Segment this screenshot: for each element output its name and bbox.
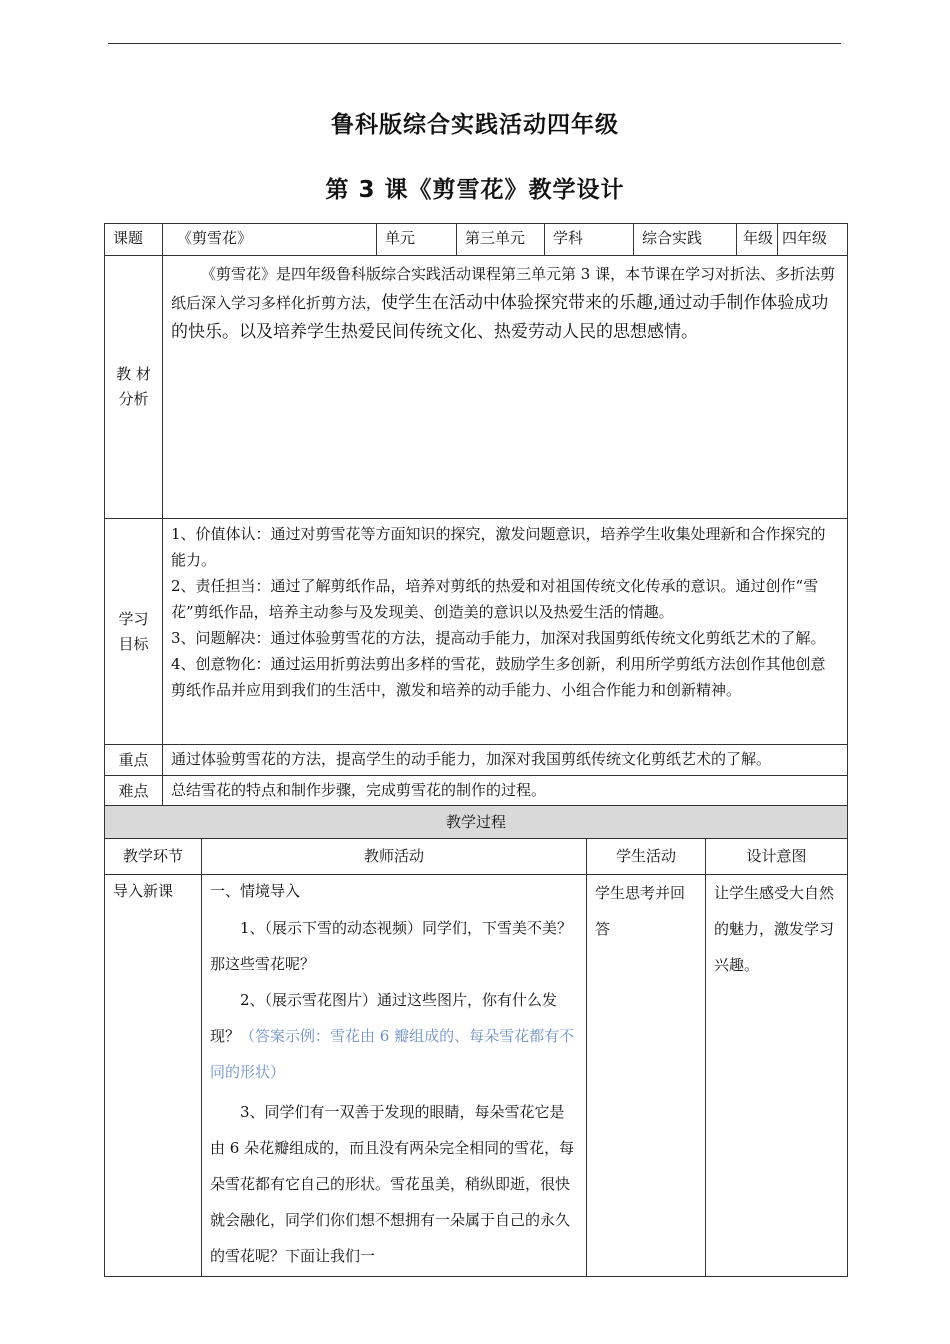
key-text: 通过体验剪雪花的方法，提高学生的动手能力，加深对我国剪纸传统文化剪纸艺术的了解。 (163, 745, 848, 776)
unit-value: 第三单元 (457, 224, 545, 256)
col-student: 学生活动 (587, 839, 706, 875)
teacher-step-2-text: 2、（展示雪花图片）通过这些图片，你有什么发现？ (210, 991, 558, 1045)
difficult-text: 总结雪花的特点和制作步骤，完成剪雪花的制作的过程。 (163, 776, 848, 807)
difficult-label: 难点 (105, 776, 163, 807)
col-intent: 设计意图 (706, 839, 848, 875)
key-row (105, 745, 848, 776)
stage-cell: 导入新课 (105, 875, 202, 1277)
doc-subtitle: 第 3 课《剪雪花》教学设计 (325, 177, 625, 203)
teacher-cell (202, 875, 587, 1277)
grade-label: 年级 (737, 224, 778, 256)
analysis-row (105, 256, 848, 519)
lesson-info-table (104, 223, 848, 807)
goal-item: 3、问题解决：通过体验剪雪花的方法，提高动手能力，加深对我国剪纸传统文化剪纸艺术的了解。 (171, 629, 826, 647)
teaching-process-table (104, 805, 848, 1277)
student-cell: 学生思考并回答 (587, 875, 706, 1277)
analysis-text-2: 使学生在活动中体验探究带来的乐趣,通过动手制作体验成功的快乐。以及培养学生热爱民间传统文化、热爱劳动人民的思想感情。 (171, 293, 829, 342)
subject-value: 综合实践 (634, 224, 737, 256)
doc-title: 鲁科版综合实践活动四年级 (331, 112, 619, 138)
teacher-step-2 (210, 982, 578, 1090)
difficult-row (105, 776, 848, 807)
goal-item: 4、创意物化：通过运用折剪法剪出多样的雪花，鼓励学生多创新，利用所学剪纸方法创作其他创意剪纸作品并应用到我们的生活中，激发和培养的动手能力、小组合作能力和创新精神。 (171, 655, 826, 699)
goal-item: 2、责任担当：通过了解剪纸作品，培养对剪纸的热爱和对祖国传统文化传承的意识。通过创作“雪花”剪纸作品，培养主动参与及发现美、创造美的意识以及热爱生活的情趣。 (171, 577, 819, 621)
teacher-title: 一、情境导入 (210, 882, 301, 900)
goal-item: 1、价值体认：通过对剪雪花等方面知识的探究，激发问题意识，培养学生收集处理新和合作探究的能力。 (171, 525, 826, 569)
header-rule (108, 43, 841, 44)
process-header-row (105, 806, 848, 839)
analysis-cell (163, 256, 848, 519)
process-columns-row (105, 839, 848, 875)
process-row (105, 875, 848, 1277)
unit-label: 单元 (377, 224, 457, 256)
goals-label: 学习 目标 (105, 519, 163, 745)
analysis-text-1: 《剪雪花》是四年级鲁科版综合实践活动课程第三单元第 3 课，本节课在学习对折法、多折法剪纸后深入学习多样化折剪方法， (171, 265, 836, 312)
key-label: 重点 (105, 745, 163, 776)
answer-example: （答案示例：雪花由 6 瓣组成的、每朵雪花都有不同的形状） (210, 1027, 575, 1081)
topic-row (105, 224, 848, 256)
teacher-step-3: 3、同学们有一双善于发现的眼睛，每朵雪花它是由 6 朵花瓣组成的，而且没有两朵完全相同的雪花，每朵雪花都有它自己的形状。雪花虽美，稍纵即逝，很快就会融化，同学们你们想不想拥有一朵属于自己的永久的雪花呢？下面让我们一 (210, 1103, 575, 1265)
grade-value: 四年级 (778, 224, 848, 256)
goals-cell (163, 519, 848, 745)
teacher-step-1: 1、（展示下雪的动态视频）同学们，下雪美不美？那这些雪花呢？ (210, 919, 573, 973)
topic-label: 课题 (105, 224, 163, 256)
col-teacher: 教师活动 (202, 839, 587, 875)
goals-row (105, 519, 848, 745)
col-stage: 教学环节 (105, 839, 202, 875)
topic-value: 《剪雪花》 (163, 224, 377, 256)
analysis-label: 教 材 分析 (105, 256, 163, 519)
intent-cell: 让学生感受大自然的魅力，激发学习兴趣。 (706, 875, 848, 1277)
process-header: 教学过程 (105, 806, 848, 839)
subject-label: 学科 (545, 224, 634, 256)
